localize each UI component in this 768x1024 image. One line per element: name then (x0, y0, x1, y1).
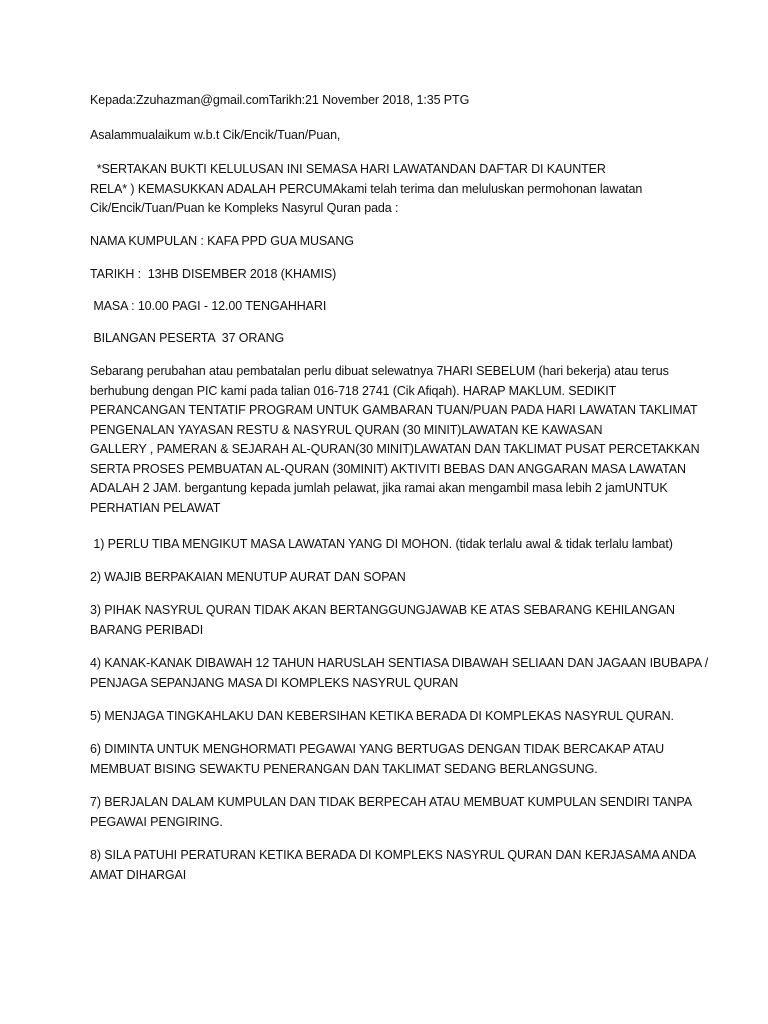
group-name (90, 232, 354, 252)
intro-line: *SERTAKAN BUKTI KELULUSAN INI SEMASA HARI LAWATANDAN DAFTAR DI KAUNTER (90, 162, 606, 176)
notice-line: Sebarang perubahan atau pembatalan perlu dibuat selewatnya 7HARI SEBELUM (hari bekerja) atau terus (90, 364, 669, 378)
notice-line: berhubung dengan PIC kami pada talian 016-718 2741 (Cik Afiqah). HARAP MAKLUM. SEDIKIT (90, 383, 617, 398)
rule-line: 5) MENJAGA TINGKAHLAKU DAN KEBERSIHAN KETIKA BERADA DI KOMPLEKAS NASYRUL QURAN. (90, 709, 674, 723)
notice-line: SERTA PROSES PEMBUATAN AL-QURAN (30MINIT) AKTIVITI BEBAS DAN ANGGARAN MASA LAWATAN (90, 461, 686, 476)
rule-line: MEMBUAT BISING SEWAKTU PENERANGAN DAN TAKLIMAT SEDANG BERLANGSUNG. (90, 761, 598, 776)
notice-line: PERANCANGAN TENTATIF PROGRAM UNTUK GAMBARAN TUAN/PUAN PADA HARI LAWATAN TAKLIMAT (90, 403, 698, 417)
notice-paragraph (90, 362, 700, 518)
rule-line: 8) SILA PATUHI PERATURAN KETIKA BERADA DI KOMPLEKS NASYRUL QURAN DAN KERJASAMA ANDA (90, 848, 696, 862)
rule-line: BARANG PERIBADI (90, 622, 204, 637)
intro-line: Cik/Encik/Tuan/Puan ke Kompleks Nasyrul Quran pada : (90, 201, 399, 215)
intro-paragraph (90, 160, 642, 219)
rule-4 (90, 654, 708, 693)
rule-5 (90, 707, 674, 727)
rule-2 (90, 568, 406, 588)
notice-line: PENGENALAN YAYASAN RESTU & NASYRUL QURAN (30 MINIT)LAWATAN KE KAWASAN (90, 422, 603, 437)
rule-line: 4) KANAK-KANAK DIBAWAH 12 TAHUN HARUSLAH SENTIASA DIBAWAH SELIAAN DAN JAGAAN IBUBAPA / (90, 656, 709, 670)
notice-line: ADALAH 2 JAM. bergantung kepada jumlah pelawat, jika ramai akan mengambil masa lebih 2 jamUNTUK (90, 481, 668, 495)
greeting-line: Asalammualaikum w.b.t Cik/Encik/Tuan/Puan, (90, 128, 341, 142)
participant-count (90, 329, 284, 349)
rule-line: 6) DIMINTA UNTUK MENGHORMATI PEGAWAI YANG BERTUGAS DENGAN TIDAK BERCAKAP ATAU (90, 742, 665, 756)
rule-line: AMAT DIHARGAI (90, 867, 187, 882)
visit-time (90, 297, 326, 317)
rule-6 (90, 740, 664, 779)
rule-line: 1) PERLU TIBA MENGIKUT MASA LAWATAN YANG DI MOHON. (tidak terlalu awal & tidak terlalu lambat) (90, 537, 673, 551)
notice-line: PERHATIAN PELAWAT (90, 500, 221, 515)
rule-1 (90, 535, 673, 555)
rule-line: 2) WAJIB BERPAKAIAN MENUTUP AURAT DAN SOPAN (90, 570, 406, 584)
group-name-line: NAMA KUMPULAN : KAFA PPD GUA MUSANG (90, 234, 354, 248)
rule-8 (90, 846, 696, 885)
rule-line: 7) BERJALAN DALAM KUMPULAN DAN TIDAK BERPECAH ATAU MEMBUAT KUMPULAN SENDIRI TANPA (90, 795, 692, 809)
visit-date-line: TARIKH : 13HB DISEMBER 2018 (KHAMIS) (90, 267, 337, 281)
visit-date (90, 265, 336, 285)
rule-3 (90, 601, 675, 640)
rule-line: PENJAGA SEPANJANG MASA DI KOMPLEKS NASYRUL QURAN (90, 675, 459, 690)
rule-7 (90, 793, 692, 832)
notice-line: GALLERY , PAMERAN & SEJARAH AL-QURAN(30 MINIT)LAWATAN DAN TAKLIMAT PUSAT PERCETAKKAN (90, 442, 700, 456)
intro-line: RELA* ) KEMASUKKAN ADALAH PERCUMAkami telah terima dan meluluskan permohonan lawatan (90, 181, 643, 196)
letter-header (90, 91, 469, 111)
rule-line: PEGAWAI PENGIRING. (90, 814, 223, 829)
greeting (90, 126, 340, 146)
header-line: Kepada:Zzuhazman@gmail.comTarikh:21 November 2018, 1:35 PTG (90, 93, 470, 107)
rule-line: 3) PIHAK NASYRUL QURAN TIDAK AKAN BERTANGGUNGJAWAB KE ATAS SEBARANG KEHILANGAN (90, 603, 675, 617)
participant-count-line: BILANGAN PESERTA 37 ORANG (90, 331, 285, 345)
visit-time-line: MASA : 10.00 PAGI - 12.00 TENGAHHARI (90, 299, 327, 313)
